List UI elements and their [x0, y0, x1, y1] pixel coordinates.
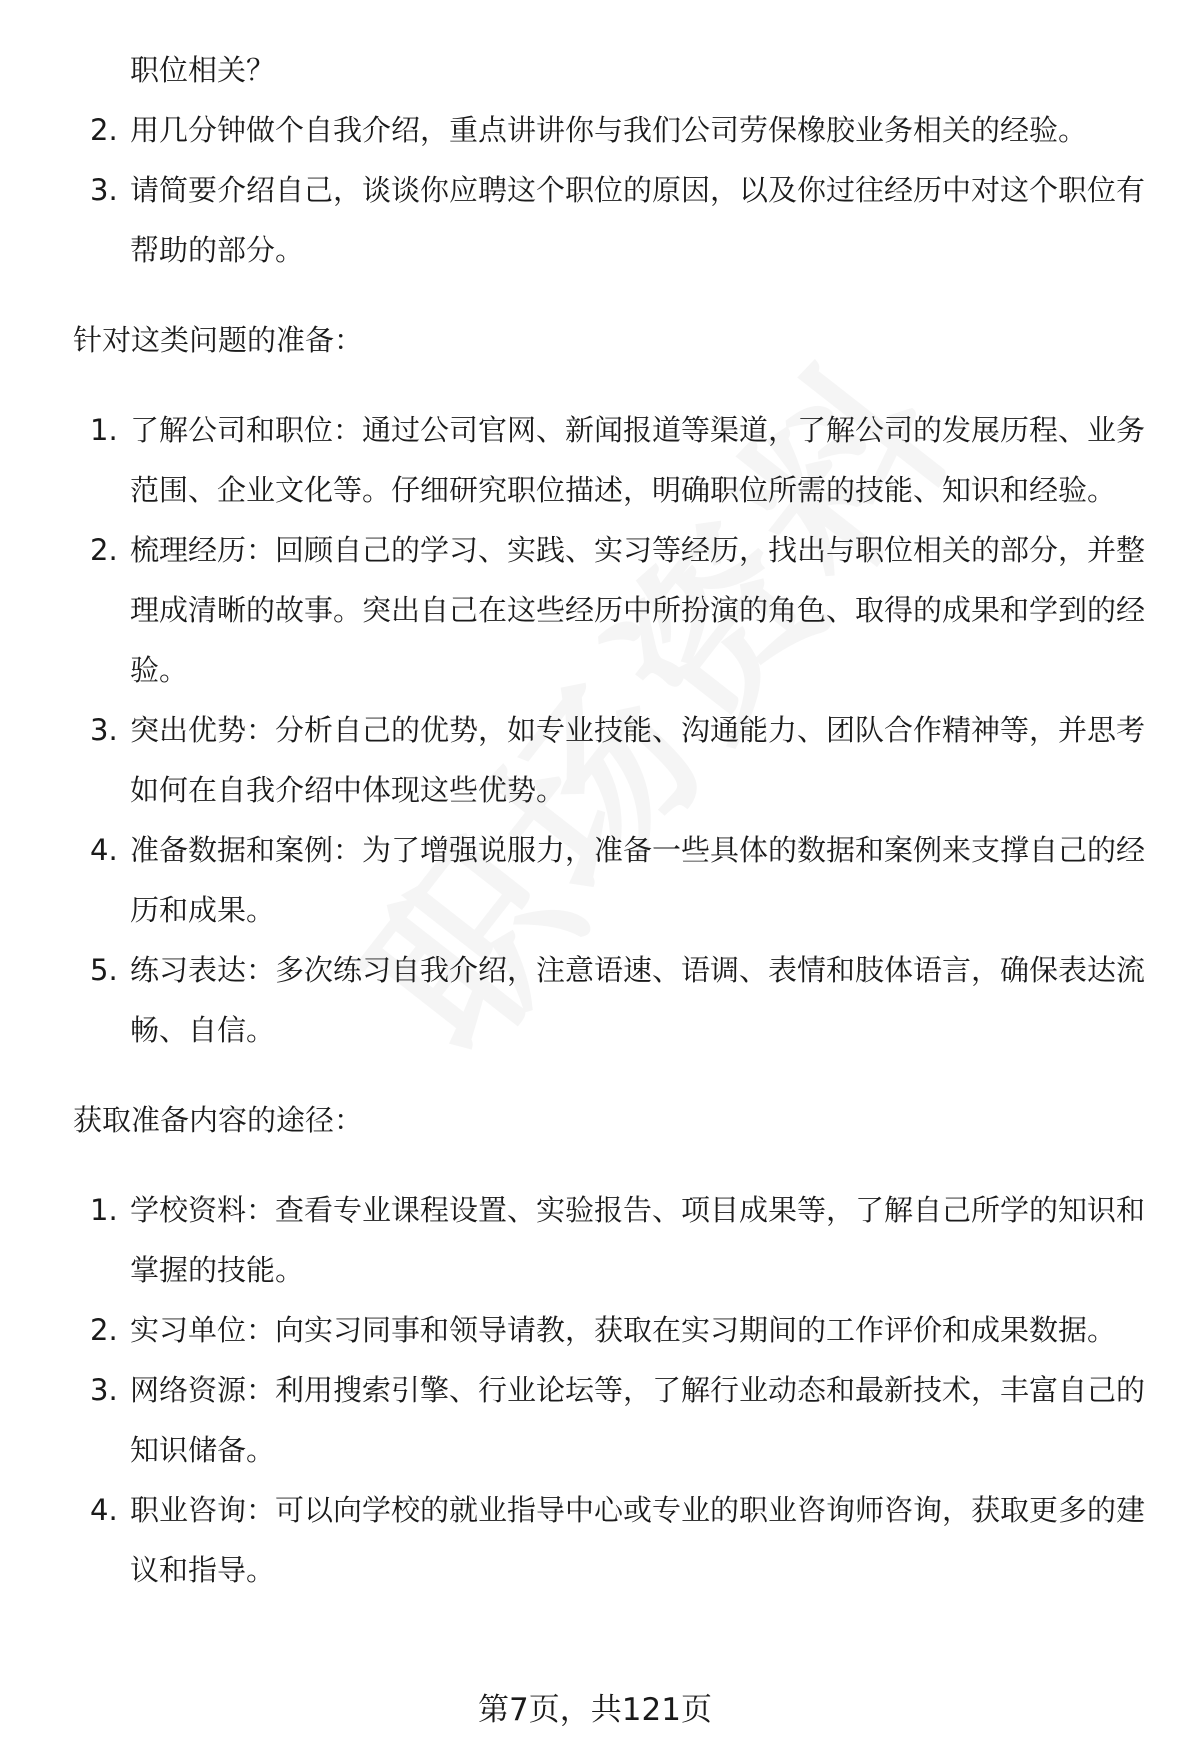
page-content: [0, 40, 1190, 1600]
list-item-number: 2.: [90, 533, 118, 567]
list-item-number: 5.: [90, 953, 118, 987]
list-item: [90, 160, 1152, 280]
section-heading-sources: 获取准备内容的途径：: [73, 1103, 364, 1137]
list-item: [90, 1300, 1152, 1360]
list-item: [90, 100, 1152, 160]
list-item-text: 网络资源：利用搜索引擎、行业论坛等，了解行业动态和最新技术，丰富自己的知识储备。: [130, 1373, 1146, 1467]
list-item: [90, 400, 1152, 520]
sources-list: [0, 1180, 1190, 1600]
list-item-number: 4.: [90, 833, 118, 867]
list-item-text: 学校资料：查看专业课程设置、实验报告、项目成果等，了解自己所学的知识和掌握的技能。: [130, 1193, 1146, 1287]
list-item-text: 了解公司和职位：通过公司官网、新闻报道等渠道，了解公司的发展历程、业务范围、企业文化等。仔细研究职位描述，明确职位所需的技能、知识和经验。: [130, 413, 1146, 507]
list-item-text: 职业咨询：可以向学校的就业指导中心或专业的职业咨询师咨询，获取更多的建议和指导。: [130, 1493, 1146, 1587]
list-item: [90, 940, 1152, 1060]
list-item-text: 准备数据和案例：为了增强说服力，准备一些具体的数据和案例来支撑自己的经历和成果。: [130, 833, 1146, 927]
question-list: [0, 100, 1190, 280]
list-item-text: 突出优势：分析自己的优势，如专业技能、沟通能力、团队合作精神等，并思考如何在自我介绍中体现这些优势。: [130, 713, 1146, 807]
list-item-number: 2.: [90, 113, 118, 147]
list-item-text: 梳理经历：回顾自己的学习、实践、实习等经历，找出与职位相关的部分，并整理成清晰的故事。突出自己在这些经历中所扮演的角色、取得的成果和学到的经验。: [130, 533, 1146, 687]
list-item-number: 1.: [90, 1193, 118, 1227]
list-item-number: 4.: [90, 1493, 118, 1527]
section-heading-preparation: 针对这类问题的准备：: [73, 323, 364, 357]
list-item-number: 3.: [90, 713, 118, 747]
list-item-number: 3.: [90, 1373, 118, 1407]
list-item-number: 1.: [90, 413, 118, 447]
list-item: [90, 1480, 1152, 1600]
preparation-list: [0, 400, 1190, 1060]
list-item: [90, 1180, 1152, 1300]
list-item: [90, 820, 1152, 940]
list-item: [90, 1360, 1152, 1480]
list-item: [90, 520, 1152, 700]
list-item: [90, 700, 1152, 820]
page-footer: 第7页，共121页: [478, 1692, 712, 1728]
list-item-text: 请简要介绍自己，谈谈你应聘这个职位的原因，以及你过往经历中对这个职位有帮助的部分。: [130, 173, 1146, 267]
list-item-number: 2.: [90, 1313, 118, 1347]
list-item-text: 用几分钟做个自我介绍，重点讲讲你与我们公司劳保橡胶业务相关的经验。: [130, 113, 1088, 147]
continuation-line: 职位相关？: [130, 53, 276, 87]
list-item-text: 实习单位：向实习同事和领导请教，获取在实习期间的工作评价和成果数据。: [130, 1313, 1117, 1347]
list-item-text: 练习表达：多次练习自我介绍，注意语速、语调、表情和肢体语言，确保表达流畅、自信。: [130, 953, 1146, 1047]
list-item-number: 3.: [90, 173, 118, 207]
